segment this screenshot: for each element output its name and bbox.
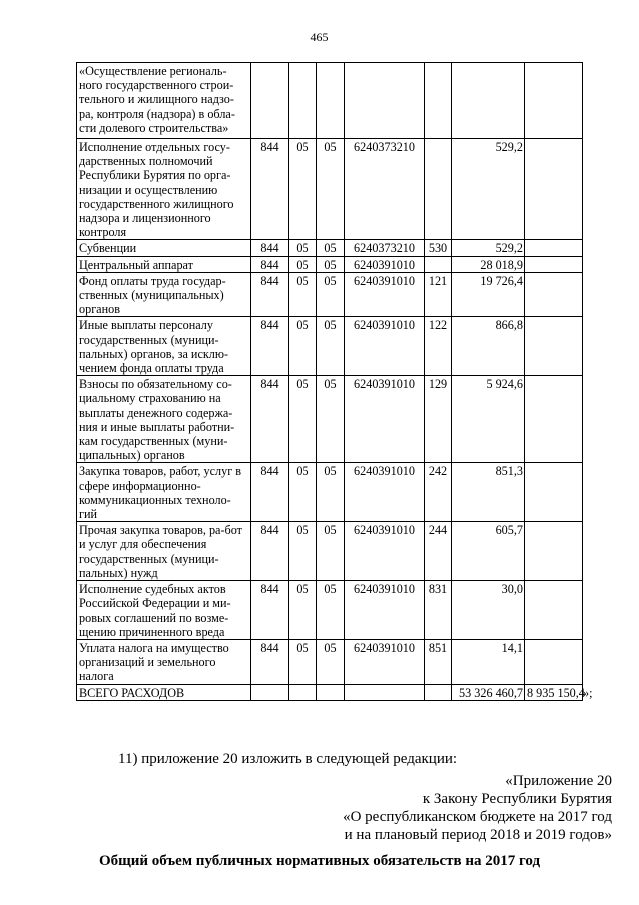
cell-target-article: 6240391010 — [345, 256, 425, 272]
cell-name: «Осуществление региональ-ного государственного строи-тельного и жилищного надзо-ра, контроля (надзора) в обла-сти долевого строительства» — [77, 63, 251, 139]
cell-amount-2 — [525, 272, 583, 317]
cell-section: 05 — [289, 463, 317, 522]
cell-name: Прочая закупка товаров, ра-бот и услуг для обеспечения государственных (муници-пальных) нужд — [77, 522, 251, 581]
table-row — [77, 272, 583, 317]
cell-amount-2 — [525, 256, 583, 272]
cell-ministry: 844 — [251, 139, 289, 240]
cell-section: 05 — [289, 581, 317, 640]
cell-amount-2 — [525, 317, 583, 376]
cell-target-article: 6240391010 — [345, 463, 425, 522]
cell-name: Уплата налога на имущество организаций и земельного налога — [77, 639, 251, 684]
cell-amount-2 — [525, 240, 583, 256]
page-number: 465 — [310, 30, 329, 44]
cell-expense-type — [425, 139, 452, 240]
amendment-text: 11) приложение 20 изложить в следующей редакции: — [118, 751, 458, 767]
cell-name: Фонд оплаты труда государ-ственных (муниципальных) органов — [77, 272, 251, 317]
cell-ministry: 844 — [251, 639, 289, 684]
cell-target-article — [345, 684, 425, 700]
cell-subsection: 05 — [317, 463, 345, 522]
cell-target-article: 6240391010 — [345, 522, 425, 581]
cell-ministry: 844 — [251, 272, 289, 317]
cell-expense-type — [425, 63, 452, 139]
cell-amount: 866,8 — [452, 317, 525, 376]
cell-target-article: 6240391010 — [345, 272, 425, 317]
cell-ministry — [251, 63, 289, 139]
appendix-line-3: «О республиканском бюджете на 2017 год — [343, 809, 612, 825]
cell-amount-2: 8 935 150,4 »; — [525, 684, 583, 700]
cell-ministry — [251, 684, 289, 700]
cell-section — [289, 63, 317, 139]
cell-section: 05 — [289, 376, 317, 463]
budget-expenditure-table — [76, 62, 593, 701]
table-row — [77, 522, 583, 581]
cell-amount-2 — [525, 522, 583, 581]
cell-name: Субвенции — [77, 240, 251, 256]
cell-expense-type: 244 — [425, 522, 452, 581]
cell-subsection: 05 — [317, 376, 345, 463]
appendix-header — [343, 772, 612, 844]
cell-target-article: 6240373210 — [345, 139, 425, 240]
cell-amount: 19 726,4 — [452, 272, 525, 317]
table-row — [77, 376, 583, 463]
cell-amount: 30,0 — [452, 581, 525, 640]
table-body — [77, 63, 593, 701]
cell-section: 05 — [289, 317, 317, 376]
cell-amount: 14,1 — [452, 639, 525, 684]
table-row — [77, 639, 583, 684]
cell-target-article — [345, 63, 425, 139]
cell-expense-type: 129 — [425, 376, 452, 463]
cell-amount: 851,3 — [452, 463, 525, 522]
cell-ministry: 844 — [251, 317, 289, 376]
cell-section: 05 — [289, 256, 317, 272]
cell-amount-2 — [525, 63, 583, 139]
cell-subsection: 05 — [317, 272, 345, 317]
cell-section: 05 — [289, 522, 317, 581]
cell-amount: 529,2 — [452, 139, 525, 240]
cell-subsection — [317, 684, 345, 700]
cell-section: 05 — [289, 272, 317, 317]
cell-ministry: 844 — [251, 240, 289, 256]
cell-name: Центральный аппарат — [77, 256, 251, 272]
cell-section: 05 — [289, 240, 317, 256]
cell-expense-type: 530 — [425, 240, 452, 256]
section-title: Общий объем публичных нормативных обязательств на 2017 год — [98, 853, 541, 869]
cell-expense-type — [425, 684, 452, 700]
cell-expense-type: 121 — [425, 272, 452, 317]
cell-name: Взносы по обязательному со-циальному страхованию на выплаты денежного содержа-ния и иные выплаты работни-кам государственных (муни-ципальных) органов — [77, 376, 251, 463]
cell-subsection: 05 — [317, 139, 345, 240]
cell-expense-type: 122 — [425, 317, 452, 376]
cell-target-article: 6240373210 — [345, 240, 425, 256]
table-row — [77, 581, 583, 640]
cell-target-article: 6240391010 — [345, 376, 425, 463]
cell-amount: 529,2 — [452, 240, 525, 256]
table-row — [77, 139, 583, 240]
cell-name: ВСЕГО РАСХОДОВ — [77, 684, 251, 700]
cell-amount-2 — [525, 139, 583, 240]
table-row — [77, 240, 583, 256]
cell-subsection: 05 — [317, 581, 345, 640]
table-row — [77, 256, 583, 272]
cell-ministry: 844 — [251, 376, 289, 463]
cell-ministry: 844 — [251, 256, 289, 272]
table-row — [77, 317, 583, 376]
cell-amount: 53 326 460,7 — [452, 684, 525, 700]
cell-target-article: 6240391010 — [345, 317, 425, 376]
table-row — [77, 463, 583, 522]
cell-subsection: 05 — [317, 522, 345, 581]
cell-ministry: 844 — [251, 463, 289, 522]
cell-target-article: 6240391010 — [345, 581, 425, 640]
cell-subsection: 05 — [317, 317, 345, 376]
cell-amount: 28 018,9 — [452, 256, 525, 272]
cell-subsection — [317, 63, 345, 139]
cell-amount: 5 924,6 — [452, 376, 525, 463]
cell-ministry: 844 — [251, 581, 289, 640]
table-row — [77, 684, 583, 700]
cell-expense-type: 242 — [425, 463, 452, 522]
appendix-line-2: к Закону Республики Бурятия — [422, 791, 612, 807]
cell-subsection: 05 — [317, 256, 345, 272]
cell-section — [289, 684, 317, 700]
cell-name: Закупка товаров, работ, услуг в сфере информационно-коммуникационных техноло-гий — [77, 463, 251, 522]
cell-amount-2 — [525, 463, 583, 522]
cell-ministry: 844 — [251, 522, 289, 581]
cell-name: Исполнение судебных актов Российской Федерации и ми-ровых соглашений по возме-щению причиненного вреда — [77, 581, 251, 640]
cell-expense-type: 851 — [425, 639, 452, 684]
cell-amount — [452, 63, 525, 139]
cell-amount-2 — [525, 639, 583, 684]
cell-section: 05 — [289, 639, 317, 684]
cell-subsection: 05 — [317, 639, 345, 684]
cell-amount-2 — [525, 376, 583, 463]
cell-expense-type: 831 — [425, 581, 452, 640]
cell-expense-type — [425, 256, 452, 272]
cell-name: Иные выплаты персоналу государственных (муници-пальных) органов, за исклю-чением фонда оплаты труда — [77, 317, 251, 376]
cell-amount: 605,7 — [452, 522, 525, 581]
appendix-line-1: «Приложение 20 — [505, 773, 612, 789]
table-row — [77, 63, 583, 139]
cell-amount-2 — [525, 581, 583, 640]
closing-quote-mark: »; — [583, 685, 593, 700]
cell-subsection: 05 — [317, 240, 345, 256]
appendix-line-4: и на плановый период 2018 и 2019 годов» — [344, 827, 612, 843]
cell-name: Исполнение отдельных госу-дарственных полномочий Республики Бурятия по орга-низации и осуществлению государственного жилищного надзора и лицензионного контроля — [77, 139, 251, 240]
cell-section: 05 — [289, 139, 317, 240]
cell-target-article: 6240391010 — [345, 639, 425, 684]
